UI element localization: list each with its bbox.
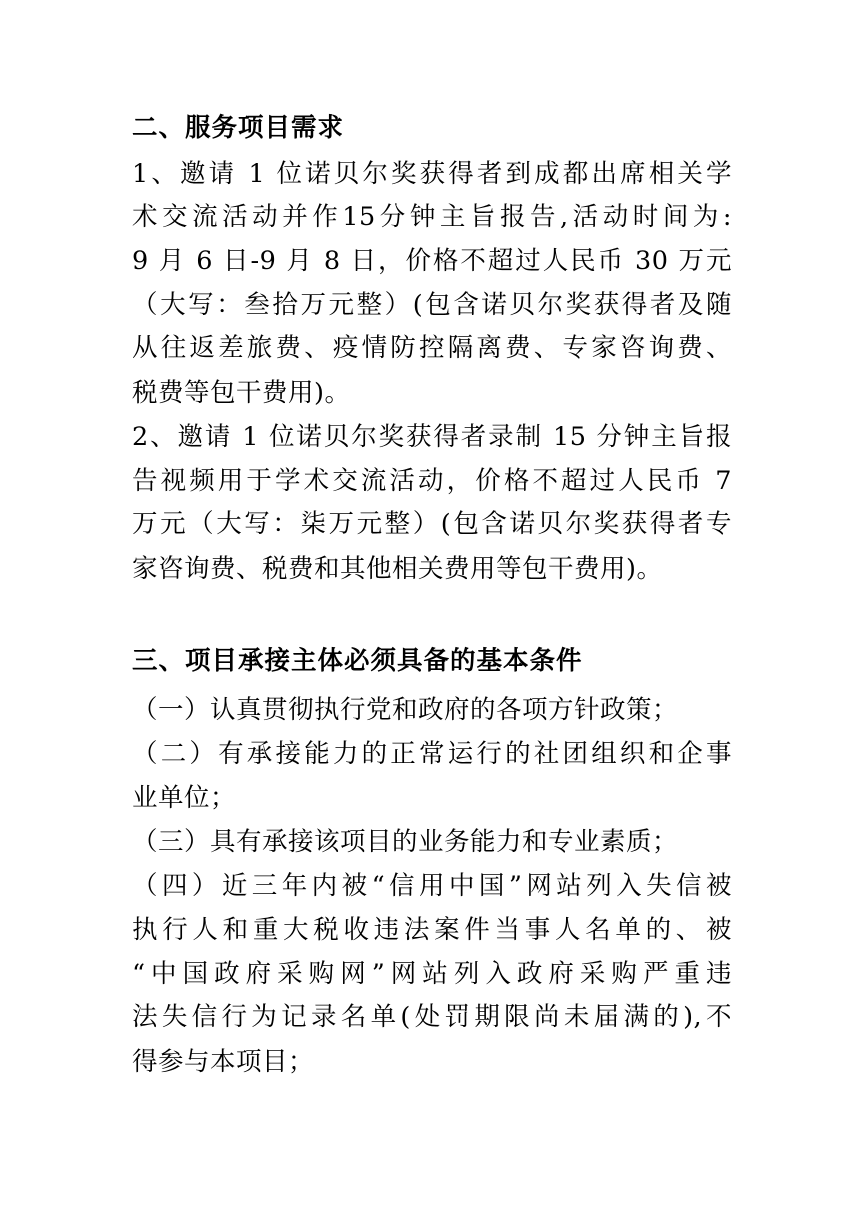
condition-4-line-5: 得参与本项目；	[132, 1047, 315, 1077]
condition-2-line-2: 业单位；	[132, 783, 237, 813]
item-1-line-5: 从往返差旅费、疫情防控隔离费、专家咨询费、	[132, 333, 732, 363]
condition-2-line-1: （二）有承接能力的正常运行的社团组织和企事	[132, 739, 732, 769]
item-1-line-1: 1、邀请 1 位诺贝尔奖获得者到成都出席相关学	[132, 159, 732, 189]
condition-4-line-2: 执行人和重大税收违法案件当事人名单的、被	[132, 915, 732, 945]
condition-4-line-1: （四）近三年内被“信用中国”网站列入失信被	[132, 871, 732, 901]
item-1-line-3: 9 月 6 日-9 月 8 日，价格不超过人民币 30 万元	[132, 246, 732, 276]
section-2-heading: 二、服务项目需求	[132, 113, 345, 143]
item-2-line-4: 家咨询费、税费和其他相关费用等包干费用)。	[132, 554, 663, 584]
section-3-heading: 三、项目承接主体必须具备的基本条件	[132, 646, 583, 676]
item-1-line-2: 术交流活动并作15分钟主旨报告,活动时间为:	[132, 202, 732, 232]
condition-1-line-1: （一）认真贯彻执行党和政府的各项方针政策；	[132, 695, 679, 725]
item-1-line-6: 税费等包干费用)。	[132, 378, 351, 408]
item-2-line-1: 2、邀请 1 位诺贝尔奖获得者录制 15 分钟主旨报	[132, 422, 732, 452]
item-1-line-4: （大写：叁拾万元整）(包含诺贝尔奖获得者及随	[132, 290, 732, 320]
condition-3-line-1: （三）具有承接该项目的业务能力和专业素质；	[132, 827, 679, 857]
condition-4-line-4: 法失信行为记录名单(处罚期限尚未届满的),不	[132, 1002, 732, 1032]
item-2-line-2: 告视频用于学术交流活动，价格不超过人民币 7	[132, 466, 732, 496]
condition-4-line-3: “中国政府采购网”网站列入政府采购严重违	[132, 959, 732, 989]
item-2-line-3: 万元（大写：柒万元整）(包含诺贝尔奖获得者专	[132, 509, 732, 539]
